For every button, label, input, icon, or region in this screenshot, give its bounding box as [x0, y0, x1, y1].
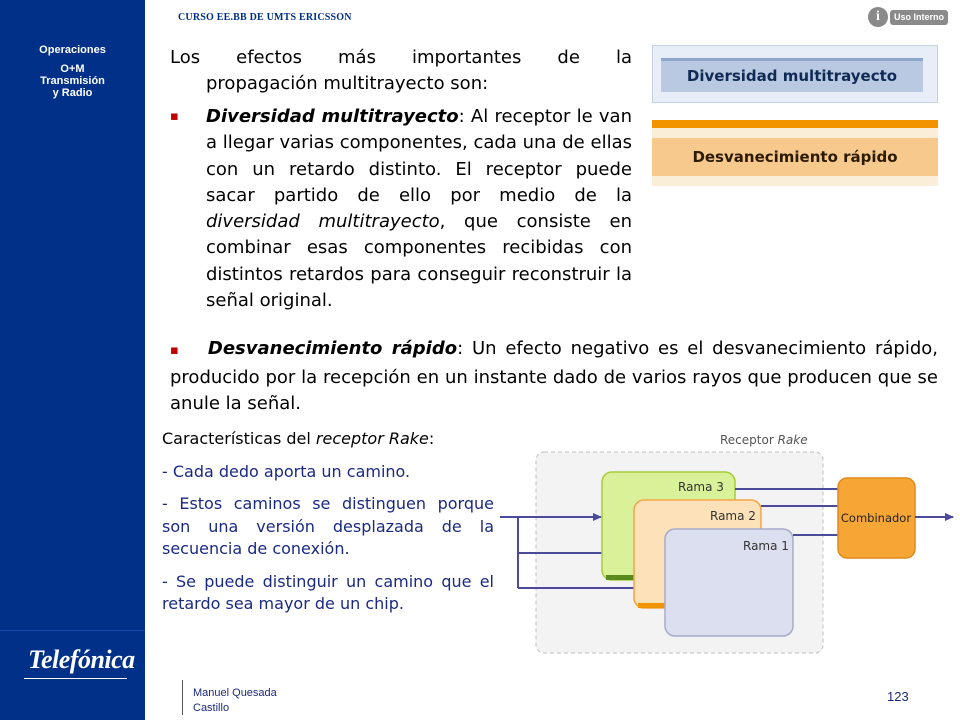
intro-line-2: propagación multitrayecto son: [206, 73, 489, 94]
rake-item: - Se puede distinguir un camino que el retardo sea mayor de un chip. [162, 571, 494, 613]
rake-item: - Estos caminos se distinguen porque son una versión desplazada de la secuencia de conexión. [162, 494, 494, 558]
diagram-title-prefix: Receptor [720, 433, 778, 447]
rake-heading-prefix: Características del [162, 429, 316, 448]
bullet-marker: ▪ [170, 343, 182, 358]
sidebar-title-radio: y Radio [52, 87, 93, 99]
author [193, 686, 277, 716]
author-line-1: Manuel Quesada [193, 687, 277, 699]
intro-line-1: Los efectos más importantes de la [170, 47, 632, 68]
sidebar-titles [0, 44, 145, 99]
course-title: CURSO EE.BB DE UMTS ERICSSON [178, 12, 352, 23]
effect-labels [652, 45, 938, 185]
rake-item: - Cada dedo aporta un camino. [162, 461, 411, 481]
sidebar-title-om: O+M [60, 63, 85, 75]
bullet-diversidad-body [170, 104, 632, 314]
uso-interno-badge [868, 7, 958, 29]
diagram-title-em: Rake [777, 433, 808, 447]
label-diversidad-box [652, 45, 938, 103]
label-desvanecimiento-box [652, 120, 938, 186]
rake-heading-suffix: : [428, 429, 435, 448]
logo-underline [24, 678, 127, 679]
bullet-desvanecimiento [170, 336, 938, 418]
bullet-diversidad [170, 104, 632, 314]
bullet-marker: ▪ [170, 109, 179, 124]
bullet-diversidad-text2: , que consiste en combinar esas componentes recibidas con distintos retardos para conseguir reconstruir la señal original. [206, 211, 632, 312]
label-diversidad: Diversidad multitrayecto [661, 58, 923, 92]
sidebar-title-operaciones: Operaciones [39, 44, 106, 56]
sidebar-divider [0, 630, 145, 631]
label-desvanecimiento: Desvanecimiento rápido [652, 138, 938, 176]
footer-divider [182, 680, 183, 715]
bullet-desvanecimiento-text: : Un efecto negativo es el desvanecimiento rápido, producido por la recepción en un instante dado de varios rayos que producen que se anule la señal. [170, 338, 939, 414]
label-desvanecimiento-bar [652, 120, 938, 128]
rake-characteristics [162, 428, 494, 626]
sidebar-title-transmision: Transmisión [40, 75, 105, 87]
combiner-label: Combinador [840, 511, 912, 525]
branch-2-label: Rama 2 [710, 509, 756, 523]
page-number: 123 [887, 689, 909, 704]
branch-3-label: Rama 3 [678, 480, 724, 494]
author-line-2: Castillo [193, 702, 230, 714]
bullet-desvanecimiento-term: Desvanecimiento rápido [207, 338, 458, 359]
bullet-diversidad-text1: : Al receptor le van a llegar varias componentes, cada una de ellas con un retardo distinto. El receptor puede sacar partido de ello por medio de la [206, 106, 632, 206]
uso-interno-label: Uso Interno [890, 10, 948, 25]
telefonica-logo: Telefónica [28, 645, 135, 674]
branch-1-label: Rama 1 [743, 539, 789, 553]
bullet-diversidad-term: Diversidad multitrayecto [206, 106, 459, 127]
rake-receiver-diagram [498, 425, 960, 665]
rake-heading-em: receptor Rake [315, 429, 429, 448]
sidebar [0, 0, 145, 720]
intro-paragraph [170, 45, 632, 97]
info-icon: i [868, 7, 888, 27]
diagram-title [720, 433, 808, 447]
bullet-diversidad-em: diversidad multitrayecto [206, 211, 440, 233]
rake-heading [162, 428, 494, 451]
